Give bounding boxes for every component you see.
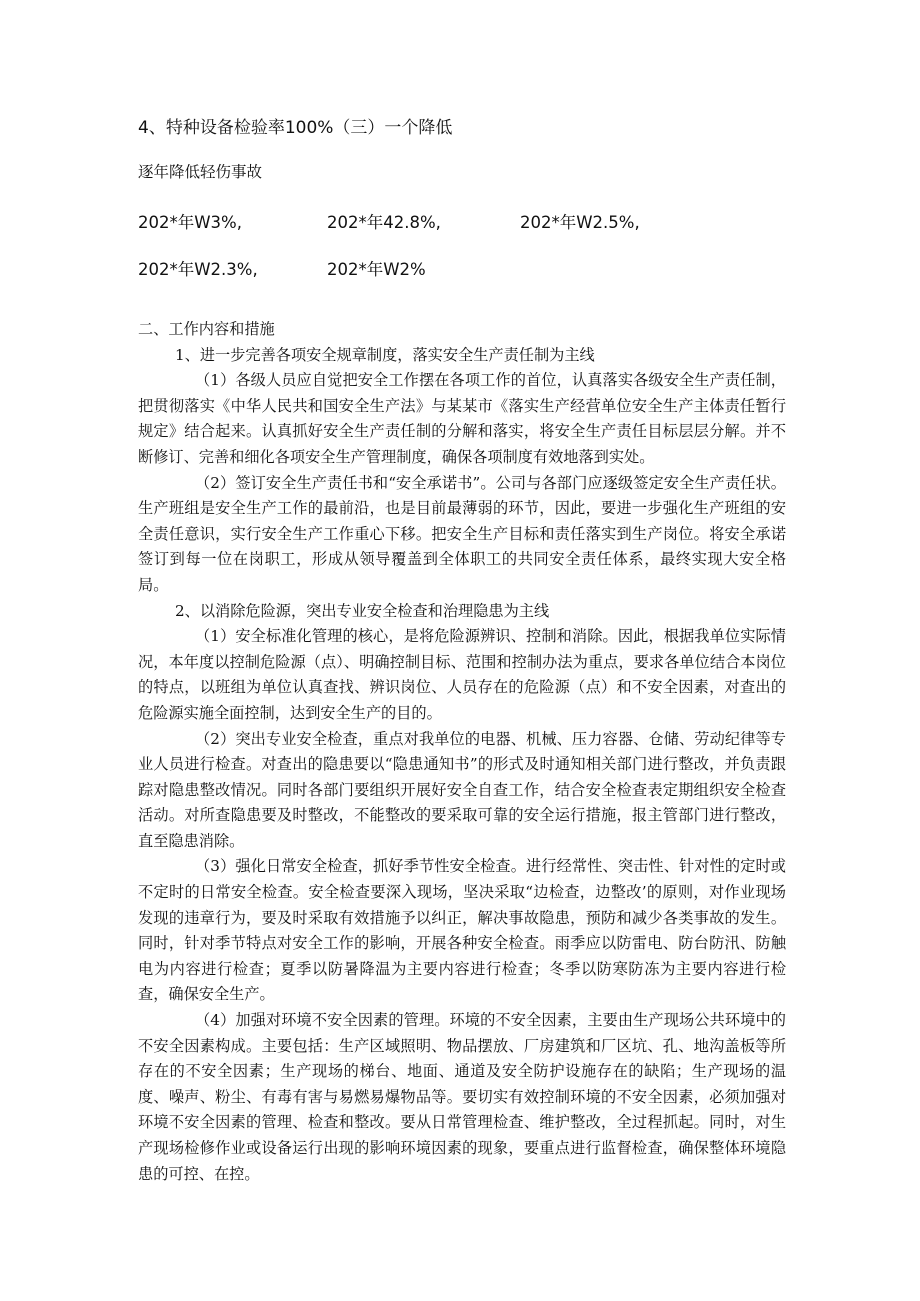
document-body: [138, 317, 786, 1187]
subsection-heading: 1、进一步完善各项安全规章制度，落实安全生产责任制为主线: [175, 345, 595, 364]
stat-value: 202*年42.8%,: [327, 213, 441, 232]
section-heading: 二、工作内容和措施: [138, 320, 275, 338]
paragraph: （1）安全标准化管理的核心，是将危险源辨识、控制和消除。因此，根据我单位实际情况，本年度以控制危险源（点）、明确控制目标、范围和控制办法为重点，要求各单位结合本岗位的特点，以班组为单位认真查找、辨识岗位、人员存在的危险源（点）和不安全因素，对查出的危险源实施全面控制，达到安全生产的目的。: [138, 627, 786, 722]
paragraph: （4）加强对环境不安全因素的管理。环境的不安全因素，主要由生产现场公共环境中的不安全因素构成。主要包括：生产区域照明、物品摆放、厂房建筑和厂区坑、孔、地沟盖板等所存在的不安全因素；生产现场的梯台、地面、通道及安全防护设施存在的缺陷；生产现场的温度、噪声、粉尘、有毒有害与易燃易爆物品等。要切实有效控制环境的不安全因素，必须加强对环境不安全因素的管理、检查和整改。要从日常管理检查、维护整改，全过程抓起。同时，对生产现场检修作业或设备运行出现的影响环境因素的现象，要重点进行监督检查，确保整体环境隐患的可控、在控。: [138, 1011, 786, 1183]
paragraph: （2）突出专业安全检查，重点对我单位的电器、机械、压力容器、仓储、劳动纪律等专业人员进行检查。对查出的隐患要以“隐患通知书”的形式及时通知相关部门进行整改，并负责跟踪对隐患整改情况。同时各部门要组织开展好安全自查工作，结合安全检查表定期组织安全检查活动。对所查隐患要及时整改，不能整改的要采取可靠的安全运行措施，报主管部门进行整改，直至隐患消除。: [138, 729, 786, 850]
paragraph: （1）各级人员应自觉把安全工作摆在各项工作的首位，认真落实各级安全生产责任制，把贯彻落实《中华人民共和国安全生产法》与某某市《落实生产经营单位安全生产主体责任暂行规定》结合起来。认真抓好安全生产责任制的分解和落实，将安全生产责任目标层层分解。并不断修订、完善和细化各项安全生产管理制度，确保各项制度有效地落到实处。: [138, 371, 786, 466]
stat-value: 202*年W2.5%,: [520, 213, 640, 232]
paragraph: （2）签订安全生产责任书和“安全承诺书”。公司与各部门应逐级签定安全生产责任状。生产班组是安全生产工作的最前沿，也是目前最薄弱的环节，因此，要进一步强化生产班组的安全责任意识，实行安全生产工作重心下移。把安全生产目标和责任落实到生产岗位。将安全承诺签订到每一位在岗职工，形成从领导覆盖到全体职工的共同安全责任体系，最终实现大安全格局。: [138, 473, 786, 594]
subsection-heading: 2、以消除危险源，突出专业安全检查和治理隐患为主线: [175, 601, 550, 620]
stat-value: 202*年W3%,: [138, 213, 242, 232]
heading-inspection-rate: 4、特种设备检验率100%（三）一个降低: [138, 118, 453, 138]
heading-injury-reduction: 逐年降低轻伤事故: [138, 163, 263, 181]
stat-value: 202*年W2.3%,: [138, 260, 258, 279]
stat-value: 202*年W2%: [327, 260, 426, 279]
paragraph: （3）强化日常安全检查，抓好季节性安全检查。进行经常性、突击性、针对性的定时或不定时的日常安全检查。安全检查要深入现场，坚决采取“边检查，边整改’的原则，对作业现场发现的违章行为，要及时采取有效措施予以纠正，解决事故隐患，预防和减少各类事故的发生。同时，针对季节特点对安全工作的影响，开展各种安全检查。雨季应以防雷电、防台防汛、防触电为内容进行检查；夏季以防暑降温为主要内容进行检查；冬季以防寒防冻为主要内容进行检查，确保安全生产。: [138, 857, 786, 1004]
